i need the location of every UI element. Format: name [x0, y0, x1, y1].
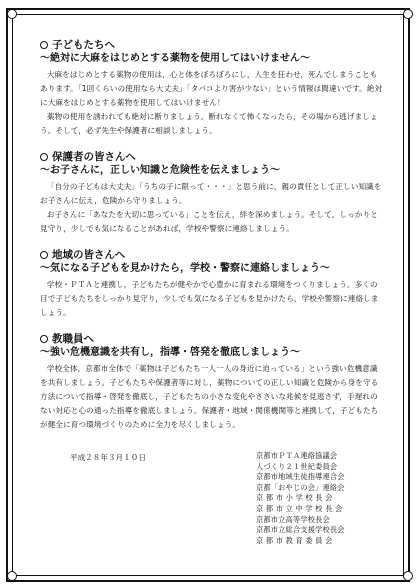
circle-bullet-icon [40, 251, 48, 259]
section-paragraph: 学校全体，京都市全体で「薬物は子どもたち一人一人の身近に迫っている」という強い危機意識を共有しましょう。子どもたちや保護者等に対し，薬物についての正しい知識と危険から身を守る方法について指導・啓発を徹底し，子どもたちの小さな変化やささいな兆候を見逃さず，手遅れのない対応と心の通った指導を徹底しましょう。保護者・地域・関係機関等と連携して，子どもたちが健全に育つ環境づくりのために全力を尽くしましょう。 [40, 364, 379, 429]
frame-corner-ornament [7, 571, 17, 581]
frame-corner-ornament [403, 9, 413, 19]
section-paragraph: 「自分の子どもは大丈夫」「うちの子に限って・・・」と思う前に，親の責任として正しい知識をお子さんに伝え，危険から守りましょう。 [40, 182, 382, 205]
section-title: 地域の皆さんへ [40, 248, 384, 262]
frame-corner-ornament [403, 571, 413, 581]
issue-date: 平成２８年３月１０日 [70, 453, 146, 462]
section-subtitle: ～絶対に大麻をはじめとする薬物を使用してはいけません～ [40, 53, 310, 64]
section-parents [40, 150, 384, 236]
circle-bullet-icon [40, 335, 48, 343]
circle-bullet-icon [40, 153, 48, 161]
section-subtitle: ～気になる子どもを見かけたら，学校・警察に連絡しましょう～ [40, 263, 330, 274]
signatory-organization: 人づくり２１世紀委員会 [256, 461, 338, 471]
section-paragraph: 大麻をはじめとする薬物の使用は，心と体をぼろぼろにし，人生を狂わせ，死んでしまうこともあります。「1回くらいの使用なら大丈夫」「タバコより害が少ない」という情報は間違いです。絶対に大麻をはじめとする薬物を使用してはいけません！ [40, 70, 383, 107]
notice-body [40, 38, 384, 444]
signatory-organization: 京 都 市 立 中 学 校 長 会 [256, 503, 343, 513]
section-community [40, 248, 384, 320]
section-paragraph: 薬物の使用を誘われても絶対に断りましょう。断れなくて怖くなったら，その場から逃げましょう。そして，必ず先生や保護者に相談しましょう。 [40, 112, 378, 135]
signatory-organization: 京 都 市 教 育 委 員 会 [256, 535, 333, 545]
section-title: 子どもたちへ [40, 38, 384, 52]
signatory-organization: 京都市ＰＴＡ連絡協議会 [256, 451, 338, 460]
section-paragraph: お子さんに「あなたを大切に思っている」ことを伝え，絆を深めましょう。そして，しっかりと見守り，少しでも気になることがあれば，学校や警察に連絡しましょう。 [40, 210, 378, 233]
circle-bullet-icon [40, 41, 48, 49]
signatory-organization: 京都市立総合支援学校長会 [256, 525, 345, 535]
section-title: 保護者の皆さんへ [40, 150, 384, 164]
signatory-list [256, 451, 396, 546]
signatory-organization: 京都市立高等学校長会 [256, 514, 330, 524]
signatory-organization: 京都市地域生徒指導連合会 [256, 472, 345, 482]
section-subtitle: ～お子さんに，正しい知識と危険性を伝えましょう～ [40, 165, 280, 176]
section-paragraph: 学校・ＰＴＡと連携し，子どもたちが健やかで心豊かに育まれる環境をつくりましょう。多くの目で子どもたちをしっかり見守り，少しでも気になる子どもを見かけたら，学校や警察に連絡しましょう。 [40, 280, 379, 317]
section-children [40, 38, 384, 138]
signatory-organization: 京 都 市 小 学 校 長 会 [256, 493, 333, 503]
frame-corner-ornament [7, 9, 17, 19]
section-teachers [40, 332, 384, 432]
signatory-organization: 京都「おやじの会」連絡会 [256, 482, 345, 492]
section-subtitle: ～強い危機意識を共有し，指導・啓発を徹底しましょう～ [40, 347, 300, 358]
section-title: 教職員へ [40, 332, 384, 346]
